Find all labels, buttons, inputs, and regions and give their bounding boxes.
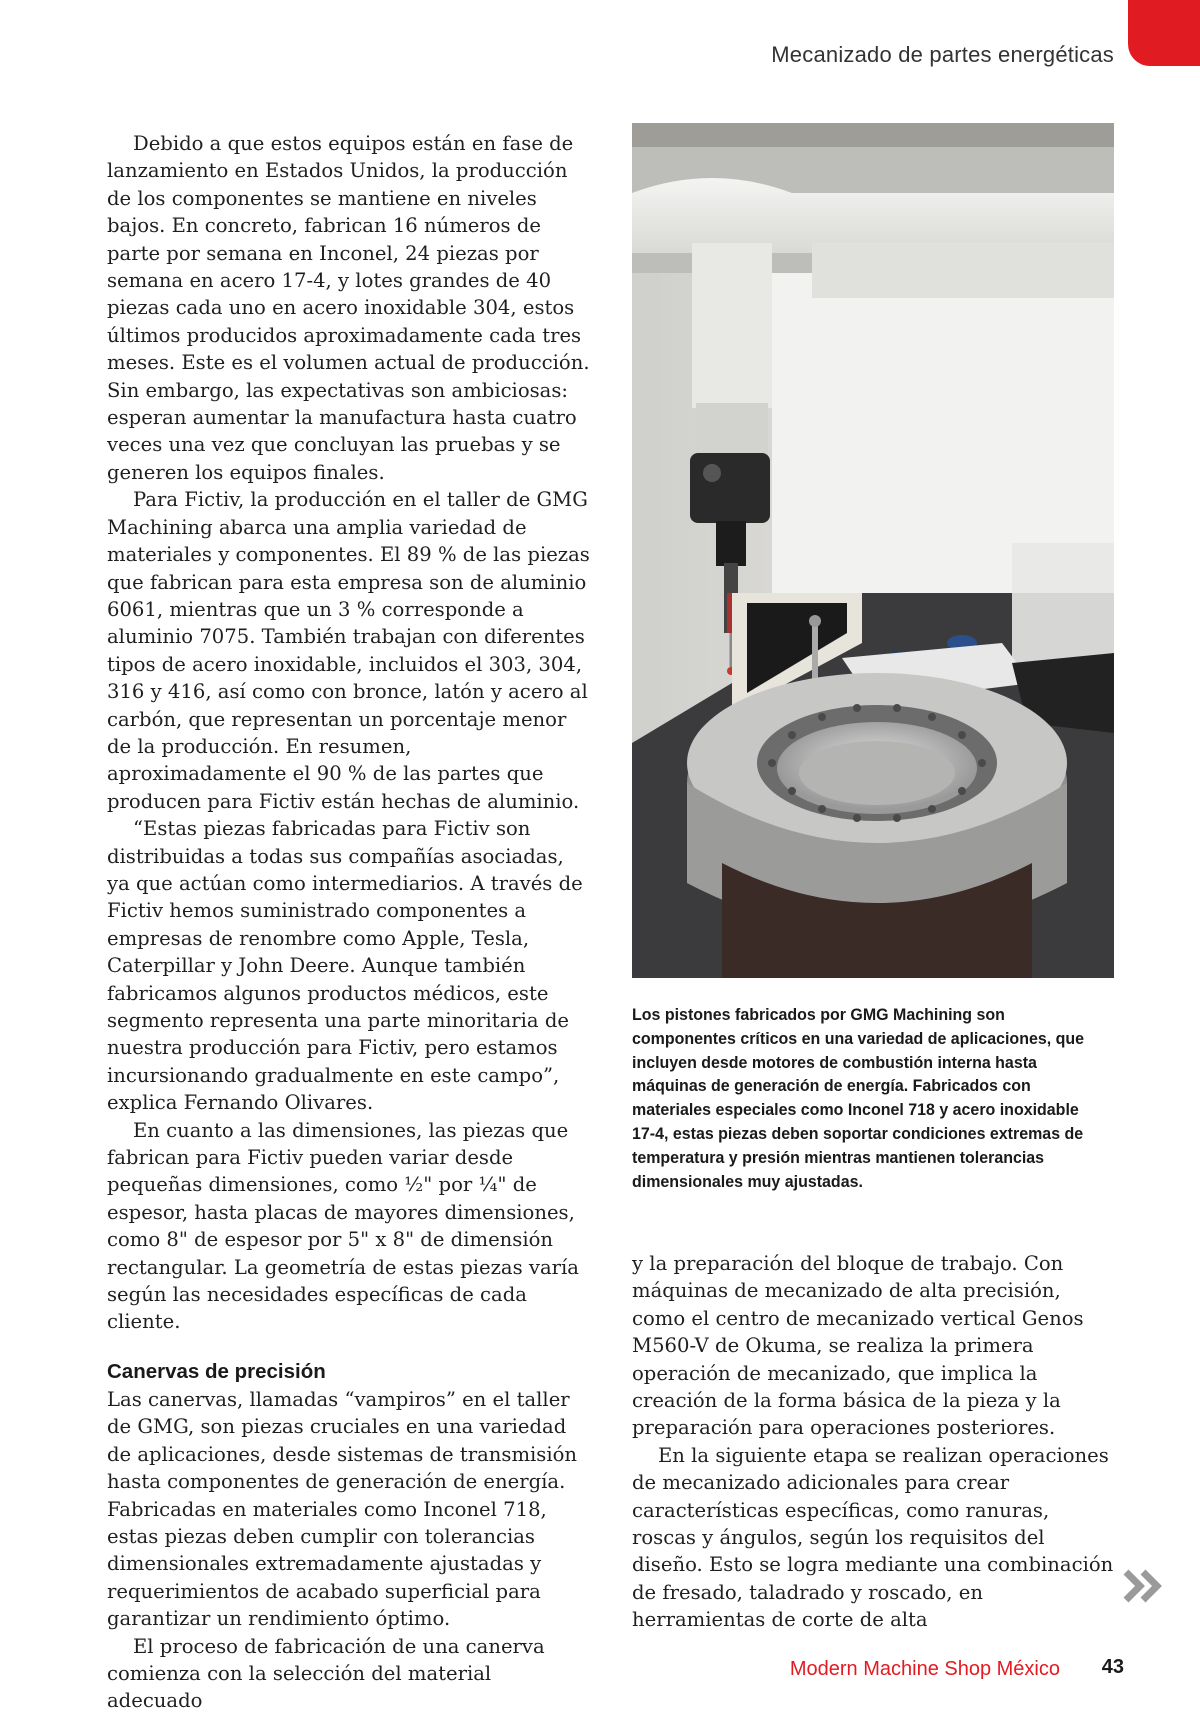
cmm-inspection-photo [632, 123, 1114, 978]
publication-name: Modern Machine Shop México [789, 1658, 1060, 1680]
double-chevron-right-icon [1122, 1568, 1164, 1604]
body-paragraph: El proceso de fabricación de una canerva comienza con la selección del material adecuado [107, 1634, 545, 1713]
section-title: Mecanizado de partes energéticas [771, 42, 1114, 67]
section-subheading: Canervas de precisión [107, 1359, 326, 1383]
body-paragraph: Las canervas, llamadas “vampiros” en el taller de GMG, son piezas cruciales en una variedad de aplicaciones, desde sistemas de transmisión hasta componentes de generación de energía. Fabricadas en materiales como Inconel 718, estas piezas deben cumplir con tolerancias dimensionales extremadamente ajustadas y requerimientos de acabado superficial para garantizar un rendimiento óptimo. [107, 1387, 578, 1631]
body-paragraph: En cuanto a las dimensiones, las piezas que fabrican para Fictiv pueden variar desde pequeñas dimensiones, como ½" por ¼" de espesor, hasta placas de mayores dimensiones, como 8" de espesor por 5" x 8" de dimensión rectangular. La geometría de estas piezas varía según las necesidades específicas de cada cliente. [107, 1118, 579, 1334]
body-paragraph: “Estas piezas fabricadas para Fictiv son distribuidas a todas sus compañías asociadas, ya que actúan como intermediarios. A través de Fictiv hemos suministrado componentes a empresas de renombre como Apple, Tesla, Caterpillar y John Deere. Aunque también fabricamos algunos productos médicos, este segmento representa una parte minoritaria de nuestra producción para Fictiv, pero estamos incursionando gradualmente en este campo”, explica Fernando Olivares. [107, 817, 583, 1115]
corner-accent-tab [1128, 0, 1200, 66]
body-paragraph: Para Fictiv, la producción en el taller de GMG Machining abarca una amplia variedad de materiales y componentes. El 89 % de las piezas que fabrican para esta empresa son de aluminio 6061, mientras que un 3 % corresponde a aluminio 7075. También trabajan con diferentes tipos de acero inoxidable, incluidos el 303, 304, 316 y 416, así como con bronce, latón y acero al carbón, que representan un porcentaje menor de la producción. En resumen, aproximadamente el 90 % de las partes que producen para Fictiv están hechas de aluminio. [107, 488, 590, 813]
right-text-column [632, 1250, 1114, 1634]
left-text-column [107, 130, 590, 1714]
body-paragraph: En la siguiente etapa se realizan operaciones de mecanizado adicionales para crear características específicas, como ranuras, roscas y ángulos, según los requisitos del diseño. Esto se logra mediante una combinación de fresado, taladrado y roscado, en herramientas de corte de alta [632, 1443, 1114, 1632]
photo-caption: Los pistones fabricados por GMG Machining son componentes críticos en una variedad de aplicaciones, que incluyen desde motores de combustión interna hasta máquinas de generación de energía. Fabricados con materiales especiales como Inconel 718 y acero inoxidable 17-4, estas piezas deben soportar condiciones extremas de temperatura y presión mientras mantienen tolerancias dimensionales muy ajustadas. [632, 1005, 1085, 1191]
body-paragraph: y la preparación del bloque de trabajo. Con máquinas de mecanizado de alta precisión, como el centro de mecanizado vertical Genos M560-V de Okuma, se realiza la primera operación de mecanizado, que implica la creación de la forma básica de la pieza y la preparación para operaciones posteriores. [632, 1252, 1084, 1440]
body-paragraph: Debido a que estos equipos están en fase de lanzamiento en Estados Unidos, la producción de los componentes se mantiene en niveles bajos. En concreto, fabrican 16 números de parte por semana en Inconel, 24 piezas por semana en acero 17-4, y lotes grandes de 40 piezas cada uno en acero inoxidable 304, estos últimos producidos aproximadamente cada tres meses. Este es el volumen actual de producción. Sin embargo, las expectativas son ambiciosas: esperan aumentar la manufactura hasta cuatro veces una vez que concluyan las pruebas y se generen los equipos finales. [107, 132, 590, 484]
page-number: 43 [1101, 1656, 1124, 1678]
